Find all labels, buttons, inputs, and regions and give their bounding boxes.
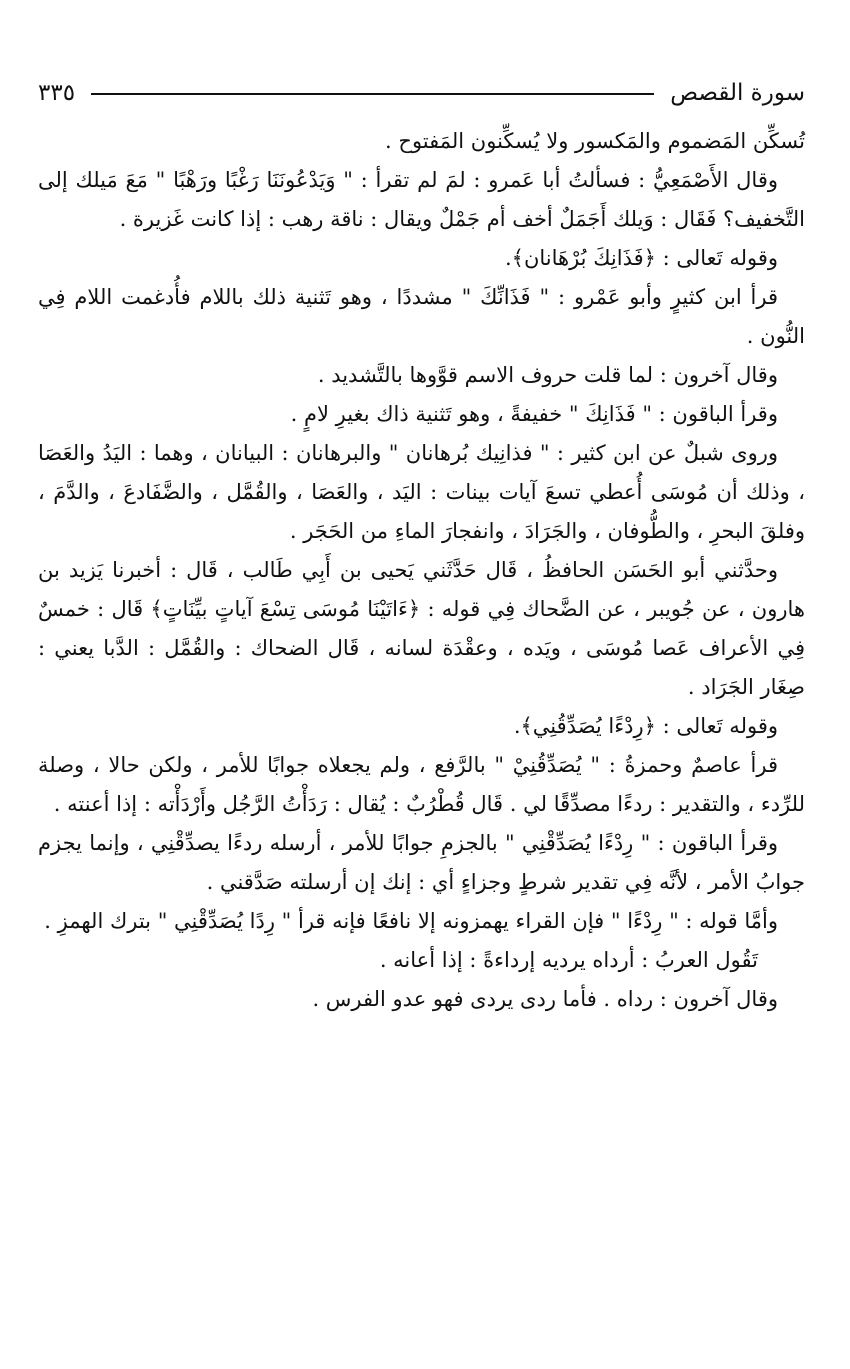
paragraph: تُسكِّن المَضموم والمَكسور ولا يُسكِّنون المَفتوح .	[385, 129, 805, 153]
page-header	[38, 72, 805, 114]
paragraph: وأمَّا قوله : " رِدْءًا " فإن القراء يهمزونه إلا نافعًا فإنه قرأ " رِدًا يُصَدِّقْنِي " بترك الهمزِ .	[44, 909, 778, 933]
paragraph: تَقُول العربُ : أرداه يرديه إرداءةً : إذا أعانه .	[379, 948, 758, 972]
running-title: سورة القصص	[670, 80, 805, 106]
paragraph: وقال الأَصْمَعِيُّ : فسألتُ أبا عَمرو : لمَ لم تقرأ : " وَيَدْعُونَنَا رَغْبًا ورَهْبًا " مَعَ مَيلك إلى التَّخفيف؟ فَقَال : وَيلك أَجَمَلٌ أخف أم جَمْلٌ ويقال : ناقة رهب : إذا كانت غَزيرة .	[38, 168, 805, 231]
header-rule	[91, 93, 654, 95]
paragraph: قرأ ابن كثيرٍ وأبو عَمْرو : " فَذَانِّكَ " مشددًا ، وهو تَثنية ذلك باللام فأُدغمت اللام فِي النُّون .	[38, 285, 805, 348]
paragraph: وقال آخرون : لما قلت حروف الاسم قوَّوها بالتَّشديد .	[317, 363, 778, 387]
paragraph: وقرأ الباقون : " رِدْءًا يُصَدِّقْنِي " بالجزمِ جوابًا للأمر ، أرسله ردءًا يصدِّقْنِي ، وإنما يجزم جوابُ الأمر ، لأنَّه فِي تقدير شرطٍ وجزاءٍ أي : إنك إن أرسلته صَدَّقني .	[38, 831, 805, 894]
paragraph: وقرأ الباقون : " فَذَانِكَ " خفيفةً ، وهو تَثنية ذاك بغيرِ لامٍ .	[290, 402, 778, 426]
paragraph: وقوله تَعالى : ﴿فَذَانِكَ بُرْهَانان﴾.	[504, 246, 778, 270]
book-page	[38, 72, 805, 1329]
paragraph: وروى شبلٌ عن ابن كثير : " فذانِيك بُرهانان " والبرهانان : البيانان ، وهما : اليَدُ والعَصَا ، وذلك أن مُوسَى أُعطي تسعَ آيات بينات : اليَد ، والعَصَا ، والقُمَّل ، والضَّفَادعَ ، والدَّمَ ، وفلقَ البحرِ ، والطُّوفان ، والجَرَادَ ، وانفجارَ الماءِ من الحَجَر .	[38, 441, 805, 543]
paragraph: قرأ عاصمٌ وحمزةُ : " يُصَدِّقُنِيْ " بالرَّفع ، ولم يجعلاه جوابًا للأمر ، ولكن حالا ، وصلة للرِّدء ، والتقدير : ردءًا مصدِّقًا لي . قَال قُطْرُبٌ : يُقال : رَدَأْتُ الرَّجُل وأَرْدَأْته : إذا أعنته .	[38, 753, 805, 816]
body-text	[38, 122, 805, 1019]
paragraph: وقوله تَعالى : ﴿رِدْءًا يُصَدِّقُنِي﴾.	[513, 714, 778, 738]
paragraph: وحدَّثني أبو الحَسَن الحافظُ ، قَال حَدَّثَني يَحيى بن أَبِي طَالب ، قَال : أخبرنا يَزيد بن هارون ، عن جُويبر ، عن الضَّحاك فِي قوله : ﴿ءَاتَيْنَا مُوسَى تِسْعَ آياتٍ بيِّنَاتٍ﴾ قَال : خمسٌ فِي الأعراف عَصا مُوسَى ، ويَده ، وعقْدَة لسانه ، قَال الضحاك : والقُمَّل : الدَّبا يعني : صِغَار الجَرَاد .	[38, 558, 805, 699]
paragraph: وقال آخرون : رداه . فأما ردى يردى فهو عدو الفرس .	[312, 987, 778, 1011]
page-number: ٣٣٥	[38, 80, 76, 106]
